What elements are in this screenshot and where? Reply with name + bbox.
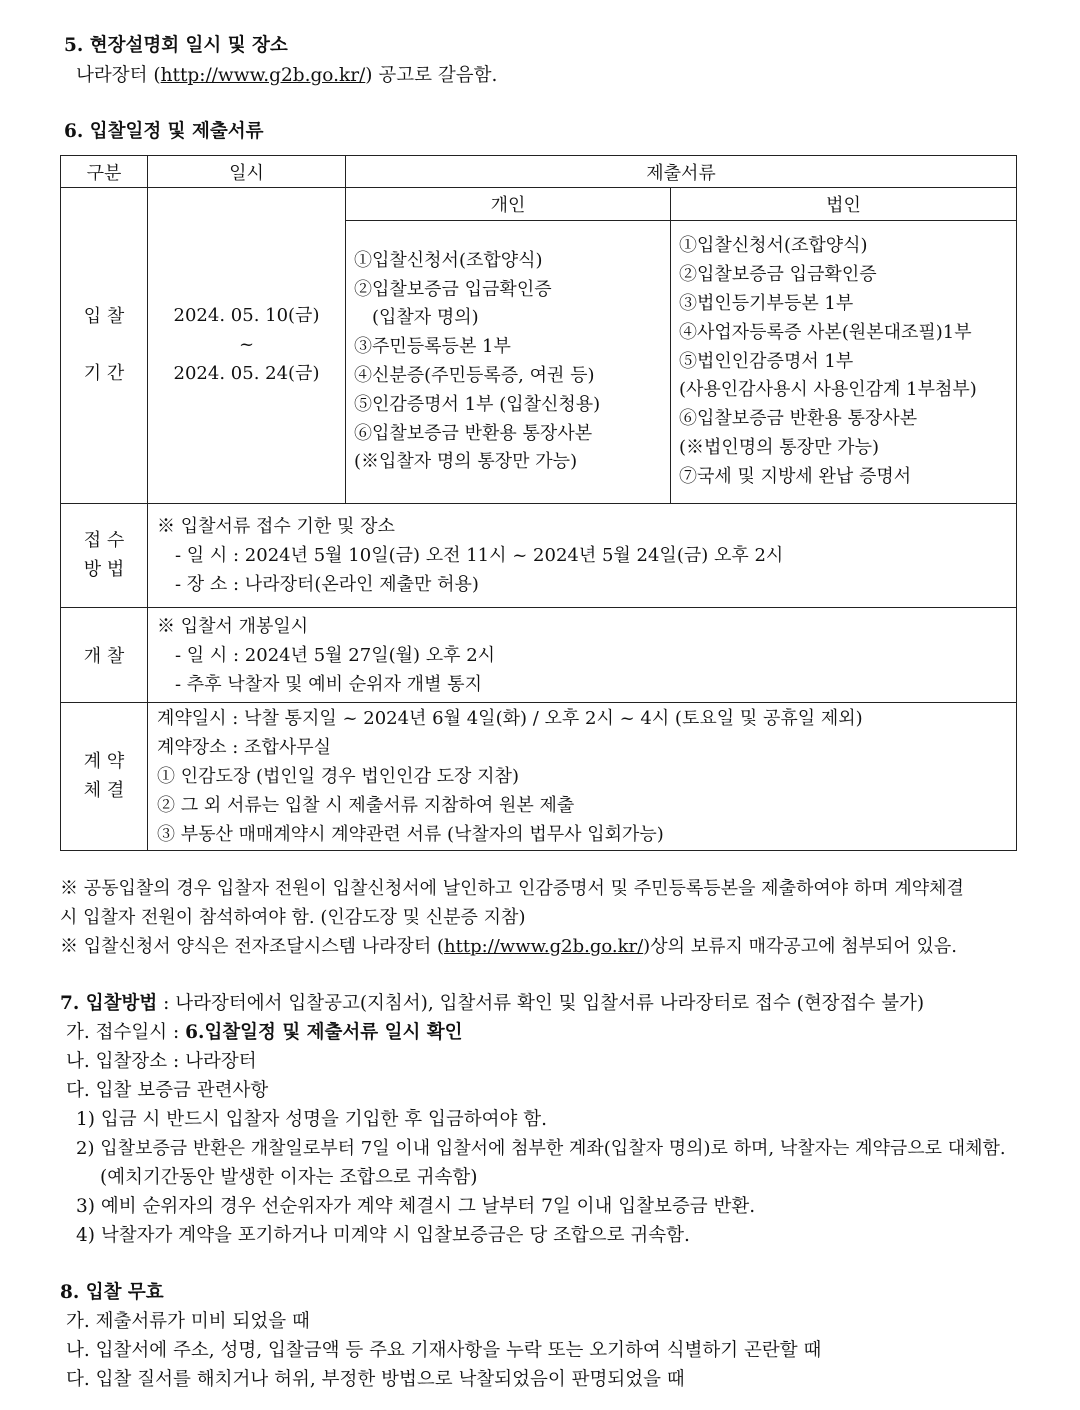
s7-da: 다. 입찰 보증금 관련사항 (66, 1080, 269, 1101)
s7-item-3: 3) 예비 순위자의 경우 선순위자가 계약 체결시 그 날부터 7일 이내 입찰보증금 반환. (76, 1196, 756, 1217)
section-5-heading: 5. 현장설명회 일시 및 장소 (64, 35, 288, 56)
s8-na: 나. 입찰서에 주소, 성명, 입찰금액 등 주요 기재사항을 누락 또는 오기하여 식별하기 곤란할 때 (66, 1340, 822, 1361)
contract-label: 계 약 체 결 (61, 703, 148, 851)
opening-label: 개 찰 (61, 608, 148, 703)
contract-content: 계약일시 : 낙찰 통지일 ~ 2024년 6월 4일(화) / 오후 2시 ~ 4시 (토요일 및 공휴일 제외) 계약장소 : 조합사무실 ① 인감도장 (법인일 경우 법인인감 도장 지참) ② 그 외 서류는 입찰 시 제출서류 지참하여 원본 제출 ③ 부동산 매매계약시 계약관련 서류 (낙찰자의 법무사 입회가능) (148, 703, 1017, 851)
g2b-link[interactable]: http://www.g2b.go.kr/ (160, 65, 366, 86)
header-corp: 법인 (671, 188, 1017, 221)
bid-schedule-table (60, 155, 1017, 851)
note-joint-bid-1: ※ 공동입찰의 경우 입찰자 전원이 입찰신청서에 날인하고 인감증명서 및 주민등록등본을 제출하여야 하며 계약체결 (60, 878, 964, 899)
opening-content: ※ 입찰서 개봉일시 - 일 시 : 2024년 5월 27일(월) 오후 2시 - 추후 낙찰자 및 예비 순위자 개별 통지 (148, 608, 1017, 703)
section-6-heading: 6. 입찰일정 및 제출서류 (64, 121, 264, 142)
header-docs: 제출서류 (346, 156, 1017, 188)
s7-item-2: 2) 입찰보증금 반환은 개찰일로부터 7일 이내 입찰서에 첨부한 계좌(입찰자 명의)로 하며, 낙찰자는 계약금으로 대체함. (76, 1138, 1006, 1159)
s7-item-2b: (예치기간동안 발생한 이자는 조합으로 귀속함) (100, 1167, 478, 1188)
header-personal: 개인 (346, 188, 671, 221)
section-5-line: 나라장터 (http://www.g2b.go.kr/) 공고로 갈음함. (76, 65, 498, 86)
s7-na: 나. 입찰장소 : 나라장터 (66, 1051, 257, 1072)
receipt-content: ※ 입찰서류 접수 기한 및 장소 - 일 시 : 2024년 5월 10일(금) 오전 11시 ~ 2024년 5월 24일(금) 오후 2시 - 장 소 : 나라장터(온라인 제출만 허용) (148, 504, 1017, 608)
s7-ga: 가. 접수일시 : 6.입찰일정 및 제출서류 일시 확인 (66, 1022, 463, 1043)
note-form-location: ※ 입찰신청서 양식은 전자조달시스템 나라장터 (http://www.g2b.go.kr/)상의 보류지 매각공고에 첨부되어 있음. (60, 936, 958, 957)
corp-docs: ①입찰신청서(조합양식) ②입찰보증금 입금확인증 ③법인등기부등본 1부 ④사업자등록증 사본(원본대조필)1부 ⑤법인인감증명서 1부 (사용인감사용시 사용인감계 1부첨부) ⑥입찰보증금 반환용 통장사본 (※법인명의 통장만 가능) ⑦국세 및 지방세 완납 증명서 (671, 221, 1017, 504)
note-joint-bid-2: 시 입찰자 전원이 참석하여야 함. (인감도장 및 신분증 지참) (60, 907, 526, 928)
section-7-heading: 7. 입찰방법 : 나라장터에서 입찰공고(지침서), 입찰서류 확인 및 입찰서류 나라장터로 접수 (현장접수 불가) (60, 993, 925, 1014)
header-gubun: 구분 (61, 156, 148, 188)
header-ilsi: 일시 (148, 156, 346, 188)
s8-ga: 가. 제출서류가 미비 되었을 때 (66, 1311, 310, 1332)
period-dates: 2024. 05. 10(금) ~ 2024. 05. 24(금) (148, 188, 346, 504)
s8-da: 다. 입찰 질서를 해치거나 허위, 부정한 방법으로 낙찰되었음이 판명되었을 때 (66, 1369, 685, 1390)
s7-item-4: 4) 낙찰자가 계약을 포기하거나 미계약 시 입찰보증금은 당 조합으로 귀속함. (76, 1225, 690, 1246)
g2b-link-2[interactable]: http://www.g2b.go.kr/ (444, 936, 644, 957)
period-label: 입 찰 기 간 (61, 188, 148, 504)
section-8-heading: 8. 입찰 무효 (60, 1282, 164, 1303)
receipt-label: 접 수 방 법 (61, 504, 148, 608)
s7-item-1: 1) 입금 시 반드시 입찰자 성명을 기입한 후 입금하여야 함. (76, 1109, 547, 1130)
personal-docs: ①입찰신청서(조합양식) ②입찰보증금 입금확인증 (입찰자 명의) ③주민등록등본 1부 ④신분증(주민등록증, 여권 등) ⑤인감증명서 1부 (입찰신청용) ⑥입찰보증금 반환용 통장사본 (※입찰자 명의 통장만 가능) (346, 221, 671, 504)
